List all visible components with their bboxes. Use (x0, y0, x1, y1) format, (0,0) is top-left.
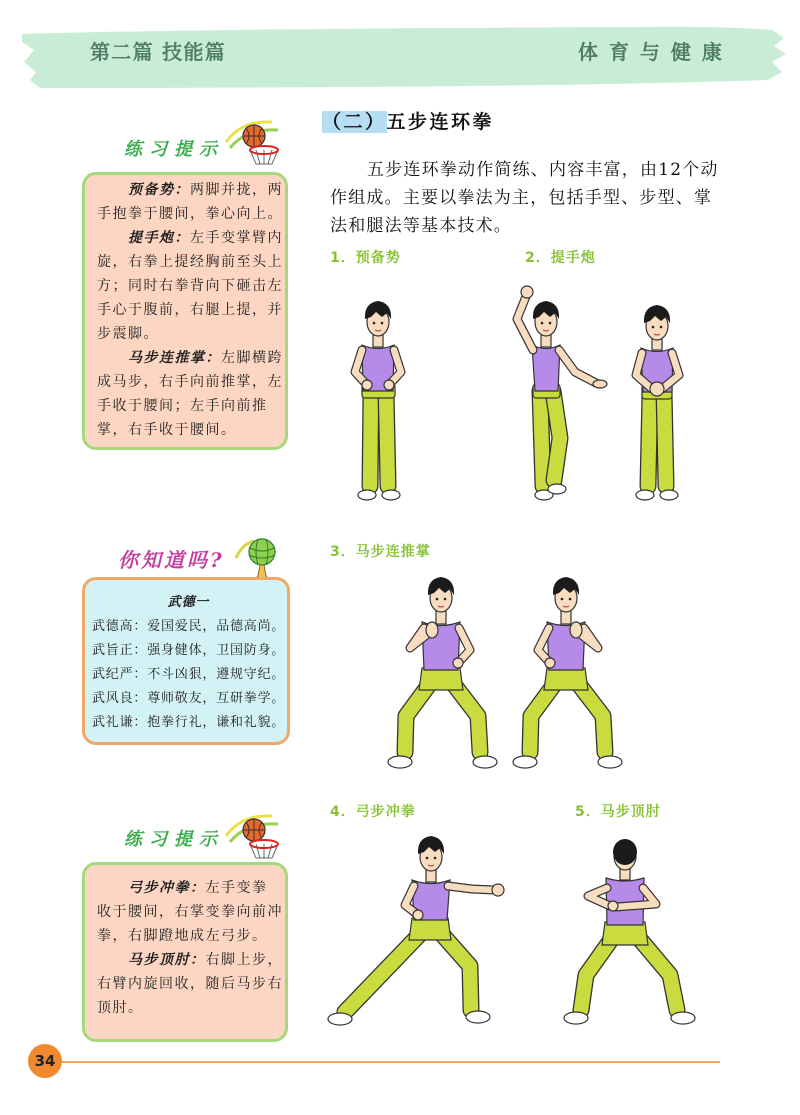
tip-text: 左手变拳 (205, 880, 268, 896)
practice-tips-box (82, 172, 288, 450)
martial-virtue-line: 武德高：爱国爱民，品德高尚。 (92, 619, 286, 634)
tip-text: 右脚上步， (205, 952, 283, 968)
tip-line: 收于腰间，右掌变拳向前冲 (97, 904, 283, 920)
section-title (322, 109, 494, 135)
tip-line (97, 948, 285, 972)
tip-term: 预备势： (128, 182, 190, 198)
practice-tips-title: 练习提示 (124, 829, 224, 850)
tip-text: 左手变掌臂内 (190, 230, 283, 246)
step-label-4: 4．弓步冲拳 (330, 804, 416, 820)
tip-term: 提手炮： (128, 230, 190, 246)
martial-virtue-line: 武纪严：不斗凶狠，遵规守纪。 (92, 667, 286, 682)
figure-lifting-hand-raise (517, 286, 607, 500)
intro-paragraph (330, 156, 719, 240)
figure-bow-stance-punch (328, 836, 504, 1025)
page-number: 34 (28, 1044, 62, 1078)
chapter-title: 第二篇 技能篇 (90, 40, 227, 64)
tip-paragraph (97, 178, 285, 226)
tip-line: 方；同时右拳背向下砸击左 (97, 278, 283, 294)
tip-term: 马步顶肘： (128, 952, 206, 968)
section-number: （二） (322, 111, 387, 133)
did-you-know-box (82, 577, 290, 745)
tip-line: 右臂内旋回收，随后马步右 (97, 976, 283, 992)
martial-virtue-line: 武礼谦：抱拳行礼，谦和礼貌。 (92, 715, 286, 730)
figure-horse-stance-push-a (388, 577, 497, 768)
section-title-text: 五步连环拳 (386, 111, 495, 133)
basketball-hoop-icon (222, 112, 288, 168)
tip-line: 顶肘。 (97, 1000, 144, 1016)
tip-paragraph (97, 948, 285, 1020)
figure-horse-stance-push-b (513, 577, 622, 768)
tip-term: 弓步冲拳： (128, 880, 206, 896)
tip-line (97, 226, 285, 250)
tip-line: 手收于腰间；左手向前推 (97, 398, 268, 414)
intro-line: 法和腿法等基本技术。 (330, 216, 512, 236)
tip-term: 马步连推掌： (128, 350, 221, 366)
basketball-hoop-icon (222, 806, 288, 862)
figure-ready-stance (355, 301, 401, 500)
tip-paragraph (97, 346, 285, 442)
tip-text: 左脚横跨 (221, 350, 283, 366)
practice-tips-title: 练习提示 (124, 139, 224, 160)
tip-line (97, 346, 285, 370)
practice-tips-box (82, 862, 288, 1042)
tip-line (97, 876, 285, 900)
step-label-3: 3．马步连推掌 (330, 544, 431, 560)
footer-divider (62, 1061, 720, 1063)
step-label-5: 5．马步顶肘 (575, 804, 661, 820)
tip-paragraph (97, 876, 285, 948)
martial-virtue-line: 武旨正：强身健体，卫国防身。 (92, 643, 286, 658)
step-label-2: 2．提手炮 (525, 250, 596, 266)
martial-virtue-line: 武风良：尊师敬友，互研拳学。 (92, 691, 286, 706)
tip-line: 手抱拳于腰间，拳心向上。 (97, 206, 283, 222)
tip-line: 成马步，右手向前推掌，左 (97, 374, 283, 390)
intro-line: 五步连环拳动作简练、内容丰富，由12个动 (367, 160, 719, 180)
tip-line: 手心于腹前，右腿上提，并 (97, 302, 283, 318)
figure-lifting-hand-strike (636, 305, 679, 500)
tip-line (97, 178, 285, 202)
tip-line: 旋，右拳上提经胸前至头上 (97, 254, 283, 270)
tip-line: 步震脚。 (97, 326, 159, 342)
step-label-1: 1．预备势 (330, 250, 401, 266)
tip-line: 掌，右手收于腰间。 (97, 422, 237, 438)
tip-line: 拳，右脚蹬地成左弓步。 (97, 928, 268, 944)
intro-line: 作组成。主要以拳法为主，包括手型、步型、掌 (330, 188, 713, 208)
tip-paragraph (97, 226, 285, 346)
did-you-know-title: 你知道吗? (118, 548, 225, 572)
did-you-know-heading: 武德一 (167, 595, 210, 610)
tip-text: 两脚并拢，两 (190, 182, 283, 198)
figure-horse-stance-elbow (564, 839, 695, 1024)
book-title: 体 育 与 健 康 (578, 40, 724, 64)
